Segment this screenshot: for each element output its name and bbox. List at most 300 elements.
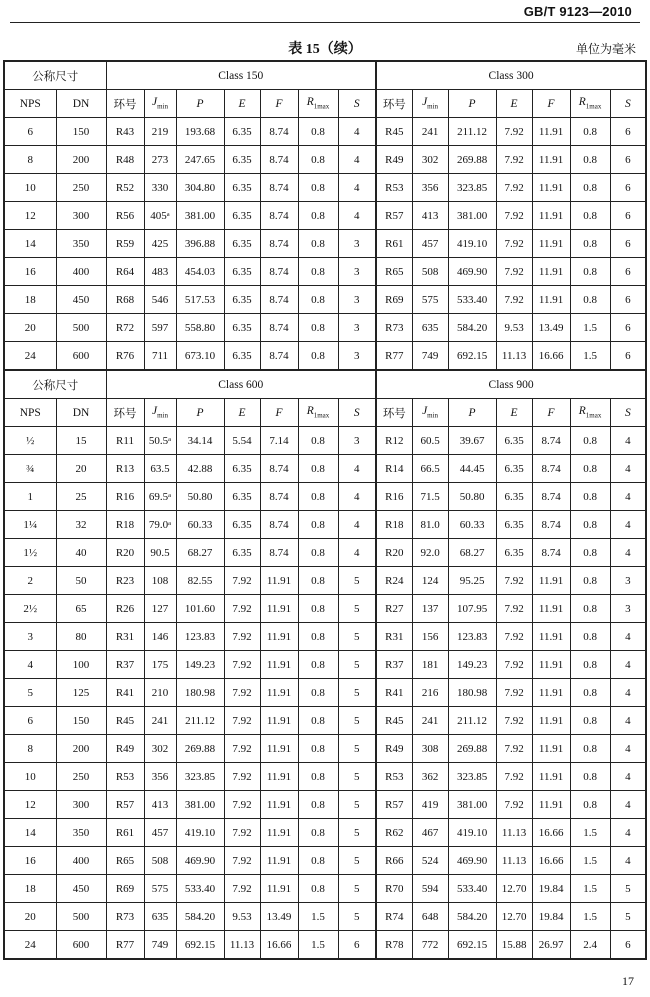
- table-row: [4, 483, 646, 511]
- left-r-cell: 1.5: [298, 903, 338, 931]
- right-r-header: [570, 90, 610, 118]
- right-e-cell: 7.92: [496, 623, 532, 651]
- right-s-cell: 4: [610, 819, 646, 847]
- header-text: J: [422, 96, 428, 109]
- right-r-cell: 0.8: [570, 455, 610, 483]
- left-ring-cell: R23: [106, 567, 144, 595]
- table-title: 表 15（续）: [288, 42, 362, 57]
- right-j-cell: 467: [412, 819, 448, 847]
- right-p-cell: 533.40: [448, 875, 496, 903]
- right-e-cell: 11.13: [496, 819, 532, 847]
- left-f-cell: 8.74: [260, 118, 298, 146]
- right-j-cell: 648: [412, 903, 448, 931]
- left-e-cell: 7.92: [224, 623, 260, 651]
- left-e-cell: 7.92: [224, 875, 260, 903]
- left-s-cell: 4: [338, 511, 376, 539]
- right-e-cell: 6.35: [496, 483, 532, 511]
- left-j-cell: 425: [144, 230, 176, 258]
- left-j-cell: 302: [144, 735, 176, 763]
- left-ring-cell: R31: [106, 623, 144, 651]
- left-j-cell: 273: [144, 146, 176, 174]
- left-f-cell: 11.91: [260, 763, 298, 791]
- table-row: [4, 511, 646, 539]
- left-p-cell: 304.80: [176, 174, 224, 202]
- left-f-cell: 11.91: [260, 595, 298, 623]
- left-r-cell: 0.8: [298, 230, 338, 258]
- nps-cell: ¾: [4, 455, 56, 483]
- right-class-header: Class 900: [376, 370, 646, 399]
- left-ring-cell: R72: [106, 314, 144, 342]
- table-row: [4, 342, 646, 371]
- right-f-cell: 19.84: [532, 875, 570, 903]
- right-r-cell: 1.5: [570, 847, 610, 875]
- dn-cell: 200: [56, 735, 106, 763]
- left-r-cell: 0.8: [298, 735, 338, 763]
- left-e-cell: 7.92: [224, 595, 260, 623]
- left-ring-cell: R77: [106, 931, 144, 960]
- right-ring-cell: R37: [376, 651, 412, 679]
- right-s-cell: 4: [610, 623, 646, 651]
- table-row: [4, 903, 646, 931]
- left-e-cell: 6.35: [224, 202, 260, 230]
- left-e-header: E: [224, 399, 260, 427]
- right-f-cell: 11.91: [532, 567, 570, 595]
- left-r-cell: 0.8: [298, 623, 338, 651]
- left-r-cell: 0.8: [298, 679, 338, 707]
- left-r-cell: 0.8: [298, 483, 338, 511]
- right-r-cell: 1.5: [570, 903, 610, 931]
- left-f-cell: 8.74: [260, 146, 298, 174]
- left-f-header: F: [260, 90, 298, 118]
- right-r-cell: 1.5: [570, 875, 610, 903]
- dn-header: DN: [56, 399, 106, 427]
- subscript: 1max: [313, 102, 330, 111]
- right-r-cell: 1.5: [570, 314, 610, 342]
- right-e-cell: 7.92: [496, 735, 532, 763]
- right-p-cell: 323.85: [448, 174, 496, 202]
- left-r-cell: 0.8: [298, 286, 338, 314]
- left-j-cell: 63.5: [144, 455, 176, 483]
- left-e-cell: 7.92: [224, 567, 260, 595]
- left-s-cell: 5: [338, 763, 376, 791]
- right-p-cell: 211.12: [448, 707, 496, 735]
- right-p-cell: 68.27: [448, 539, 496, 567]
- right-r-cell: 0.8: [570, 623, 610, 651]
- left-s-cell: 6: [338, 931, 376, 960]
- nps-cell: 16: [4, 258, 56, 286]
- left-f-cell: 8.74: [260, 230, 298, 258]
- right-e-cell: 7.92: [496, 763, 532, 791]
- right-ring-header: 环号: [376, 399, 412, 427]
- left-s-header: S: [338, 90, 376, 118]
- left-ring-cell: R37: [106, 651, 144, 679]
- dn-cell: 400: [56, 847, 106, 875]
- nps-cell: 2: [4, 567, 56, 595]
- nps-cell: 2½: [4, 595, 56, 623]
- right-r-cell: 0.8: [570, 427, 610, 455]
- right-r-cell: 0.8: [570, 202, 610, 230]
- right-j-cell: 413: [412, 202, 448, 230]
- left-r-cell: 1.5: [298, 931, 338, 960]
- right-p-cell: 584.20: [448, 314, 496, 342]
- left-ring-cell: R69: [106, 875, 144, 903]
- table-row: [4, 707, 646, 735]
- right-f-cell: 11.91: [532, 707, 570, 735]
- left-s-cell: 3: [338, 258, 376, 286]
- right-r-cell: 0.8: [570, 230, 610, 258]
- right-ring-cell: R31: [376, 623, 412, 651]
- right-j-cell: 137: [412, 595, 448, 623]
- right-r-cell: 0.8: [570, 539, 610, 567]
- right-j-cell: 594: [412, 875, 448, 903]
- right-s-cell: 6: [610, 931, 646, 960]
- right-ring-cell: R12: [376, 427, 412, 455]
- right-ring-cell: R78: [376, 931, 412, 960]
- left-r-cell: 0.8: [298, 342, 338, 371]
- left-r-cell: 0.8: [298, 455, 338, 483]
- left-ring-cell: R68: [106, 286, 144, 314]
- right-s-cell: 4: [610, 847, 646, 875]
- right-ring-cell: R66: [376, 847, 412, 875]
- right-s-cell: 4: [610, 735, 646, 763]
- right-f-cell: 11.91: [532, 679, 570, 707]
- left-r-cell: 0.8: [298, 202, 338, 230]
- right-ring-cell: R77: [376, 342, 412, 371]
- right-e-cell: 11.13: [496, 847, 532, 875]
- nps-cell: 20: [4, 903, 56, 931]
- right-p-cell: 180.98: [448, 679, 496, 707]
- left-j-cell: 79.0ᵃ: [144, 511, 176, 539]
- right-j-cell: 216: [412, 679, 448, 707]
- right-e-cell: 6.35: [496, 539, 532, 567]
- right-j-cell: 241: [412, 707, 448, 735]
- left-j-header: [144, 399, 176, 427]
- right-p-cell: 419.10: [448, 819, 496, 847]
- left-ring-cell: R13: [106, 455, 144, 483]
- dn-cell: 250: [56, 763, 106, 791]
- left-r-cell: 0.8: [298, 174, 338, 202]
- right-p-cell: 692.15: [448, 342, 496, 371]
- page-number: 17: [622, 974, 634, 988]
- left-f-cell: 11.91: [260, 875, 298, 903]
- left-j-cell: 356: [144, 763, 176, 791]
- left-e-cell: 7.92: [224, 763, 260, 791]
- table-row: [4, 258, 646, 286]
- right-f-header: F: [532, 399, 570, 427]
- right-s-cell: 6: [610, 258, 646, 286]
- left-f-cell: 13.49: [260, 903, 298, 931]
- right-s-cell: 4: [610, 511, 646, 539]
- left-r-cell: 0.8: [298, 539, 338, 567]
- dn-cell: 150: [56, 118, 106, 146]
- right-s-cell: 6: [610, 230, 646, 258]
- left-ring-cell: R53: [106, 763, 144, 791]
- right-s-cell: 6: [610, 342, 646, 371]
- right-j-cell: 419: [412, 791, 448, 819]
- left-s-cell: 5: [338, 651, 376, 679]
- right-e-cell: 12.70: [496, 875, 532, 903]
- left-p-cell: 469.90: [176, 847, 224, 875]
- right-j-cell: 524: [412, 847, 448, 875]
- right-p-cell: 60.33: [448, 511, 496, 539]
- right-ring-cell: R53: [376, 763, 412, 791]
- nps-cell: 6: [4, 707, 56, 735]
- table-row: [4, 314, 646, 342]
- left-s-cell: 5: [338, 595, 376, 623]
- table-row: [4, 146, 646, 174]
- table-row: [4, 455, 646, 483]
- right-r-cell: 0.8: [570, 567, 610, 595]
- right-s-cell: 6: [610, 202, 646, 230]
- left-j-cell: 405ᵃ: [144, 202, 176, 230]
- left-f-cell: 11.91: [260, 847, 298, 875]
- nps-cell: 10: [4, 763, 56, 791]
- right-e-cell: 15.88: [496, 931, 532, 960]
- subscript: 1max: [585, 102, 602, 111]
- left-s-cell: 5: [338, 623, 376, 651]
- left-p-cell: 123.83: [176, 623, 224, 651]
- dn-cell: 15: [56, 427, 106, 455]
- right-r-cell: 0.8: [570, 483, 610, 511]
- table-row: [4, 286, 646, 314]
- left-j-cell: 635: [144, 903, 176, 931]
- right-ring-cell: R16: [376, 483, 412, 511]
- left-j-cell: 508: [144, 847, 176, 875]
- left-s-cell: 4: [338, 202, 376, 230]
- header-text: J: [152, 96, 158, 109]
- left-p-cell: 149.23: [176, 651, 224, 679]
- table-row: [4, 651, 646, 679]
- left-p-cell: 50.80: [176, 483, 224, 511]
- left-ring-cell: R76: [106, 342, 144, 371]
- table-row: [4, 931, 646, 960]
- left-f-cell: 8.74: [260, 286, 298, 314]
- dn-cell: 500: [56, 314, 106, 342]
- left-f-cell: 8.74: [260, 455, 298, 483]
- left-ring-cell: R52: [106, 174, 144, 202]
- left-ring-cell: R20: [106, 539, 144, 567]
- left-j-cell: 210: [144, 679, 176, 707]
- left-r-cell: 0.8: [298, 791, 338, 819]
- left-j-cell: 241: [144, 707, 176, 735]
- right-j-cell: 457: [412, 230, 448, 258]
- right-r-cell: 0.8: [570, 174, 610, 202]
- table-row: [4, 567, 646, 595]
- left-e-cell: 6.35: [224, 118, 260, 146]
- right-j-cell: 772: [412, 931, 448, 960]
- right-f-cell: 11.91: [532, 735, 570, 763]
- right-p-cell: 469.90: [448, 258, 496, 286]
- table-row: [4, 174, 646, 202]
- right-s-cell: 4: [610, 483, 646, 511]
- dn-cell: 300: [56, 202, 106, 230]
- left-f-cell: 11.91: [260, 707, 298, 735]
- left-p-cell: 454.03: [176, 258, 224, 286]
- nps-cell: 18: [4, 286, 56, 314]
- left-r-cell: 0.8: [298, 314, 338, 342]
- left-r-cell: 0.8: [298, 763, 338, 791]
- left-f-cell: 11.91: [260, 819, 298, 847]
- dn-cell: 32: [56, 511, 106, 539]
- right-s-cell: 4: [610, 791, 646, 819]
- right-e-header: E: [496, 399, 532, 427]
- left-p-cell: 673.10: [176, 342, 224, 371]
- left-ring-cell: R73: [106, 903, 144, 931]
- left-e-cell: 7.92: [224, 735, 260, 763]
- left-f-cell: 7.14: [260, 427, 298, 455]
- right-s-cell: 3: [610, 567, 646, 595]
- table-row: [4, 791, 646, 819]
- right-p-cell: 50.80: [448, 483, 496, 511]
- right-e-cell: 7.92: [496, 118, 532, 146]
- left-s-cell: 4: [338, 146, 376, 174]
- right-ring-cell: R69: [376, 286, 412, 314]
- right-f-cell: 11.91: [532, 595, 570, 623]
- left-s-cell: 5: [338, 875, 376, 903]
- table-row: [4, 847, 646, 875]
- left-p-cell: 68.27: [176, 539, 224, 567]
- left-r-cell: 0.8: [298, 427, 338, 455]
- left-ring-header: 环号: [106, 90, 144, 118]
- right-s-cell: 3: [610, 595, 646, 623]
- header-text: R: [306, 96, 314, 109]
- right-ring-cell: R65: [376, 258, 412, 286]
- right-class-header: Class 300: [376, 61, 646, 90]
- subscript: min: [427, 411, 439, 420]
- right-p-cell: 211.12: [448, 118, 496, 146]
- right-f-cell: 11.91: [532, 258, 570, 286]
- left-e-cell: 7.92: [224, 707, 260, 735]
- header-text: J: [152, 405, 158, 418]
- left-p-cell: 517.53: [176, 286, 224, 314]
- left-p-cell: 60.33: [176, 511, 224, 539]
- right-p-cell: 584.20: [448, 903, 496, 931]
- dn-cell: 500: [56, 903, 106, 931]
- left-e-cell: 11.13: [224, 931, 260, 960]
- right-j-cell: 362: [412, 763, 448, 791]
- right-r-cell: 1.5: [570, 819, 610, 847]
- left-e-cell: 6.35: [224, 483, 260, 511]
- left-s-cell: 5: [338, 679, 376, 707]
- right-j-cell: 124: [412, 567, 448, 595]
- left-e-cell: 6.35: [224, 174, 260, 202]
- dn-cell: 65: [56, 595, 106, 623]
- right-s-cell: 5: [610, 875, 646, 903]
- left-class-header: Class 150: [106, 61, 376, 90]
- nps-cell: 1¼: [4, 511, 56, 539]
- left-e-cell: 6.35: [224, 511, 260, 539]
- left-s-cell: 5: [338, 847, 376, 875]
- left-j-cell: 219: [144, 118, 176, 146]
- dn-cell: 600: [56, 931, 106, 960]
- left-r-header: [298, 90, 338, 118]
- right-ring-cell: R41: [376, 679, 412, 707]
- left-s-cell: 5: [338, 567, 376, 595]
- left-p-cell: 692.15: [176, 931, 224, 960]
- right-s-cell: 6: [610, 146, 646, 174]
- left-e-cell: 6.35: [224, 342, 260, 371]
- left-f-cell: 8.74: [260, 342, 298, 371]
- left-f-cell: 8.74: [260, 511, 298, 539]
- right-p-cell: 381.00: [448, 791, 496, 819]
- right-ring-cell: R27: [376, 595, 412, 623]
- right-e-cell: 6.35: [496, 511, 532, 539]
- left-j-cell: 749: [144, 931, 176, 960]
- left-j-cell: 330: [144, 174, 176, 202]
- left-r-cell: 0.8: [298, 707, 338, 735]
- left-p-cell: 533.40: [176, 875, 224, 903]
- left-ring-cell: R61: [106, 819, 144, 847]
- dn-cell: 25: [56, 483, 106, 511]
- nps-cell: ½: [4, 427, 56, 455]
- left-p-cell: 381.00: [176, 791, 224, 819]
- right-s-header: S: [610, 90, 646, 118]
- right-r-cell: 0.8: [570, 286, 610, 314]
- right-ring-cell: R73: [376, 314, 412, 342]
- right-e-cell: 7.92: [496, 286, 532, 314]
- subscript: min: [427, 102, 439, 111]
- right-ring-cell: R20: [376, 539, 412, 567]
- dn-cell: 50: [56, 567, 106, 595]
- left-r-cell: 0.8: [298, 511, 338, 539]
- nps-cell: 12: [4, 202, 56, 230]
- left-e-cell: 7.92: [224, 819, 260, 847]
- nps-cell: 14: [4, 819, 56, 847]
- right-j-cell: 66.5: [412, 455, 448, 483]
- right-e-cell: 7.92: [496, 174, 532, 202]
- left-f-cell: 16.66: [260, 931, 298, 960]
- left-f-cell: 8.74: [260, 314, 298, 342]
- right-ring-cell: R45: [376, 707, 412, 735]
- left-p-cell: 82.55: [176, 567, 224, 595]
- left-j-cell: 108: [144, 567, 176, 595]
- right-r-cell: 0.8: [570, 735, 610, 763]
- left-j-cell: 597: [144, 314, 176, 342]
- left-f-cell: 11.91: [260, 567, 298, 595]
- nominal-size-header: 公称尺寸: [4, 370, 106, 399]
- left-s-cell: 4: [338, 118, 376, 146]
- right-j-cell: 156: [412, 623, 448, 651]
- right-j-cell: 81.0: [412, 511, 448, 539]
- left-f-cell: 11.91: [260, 735, 298, 763]
- dn-cell: 100: [56, 651, 106, 679]
- left-ring-cell: R48: [106, 146, 144, 174]
- standard-number: GB/T 9123—2010: [523, 4, 632, 19]
- unit-label: 单位为毫米: [575, 42, 636, 56]
- left-s-cell: 4: [338, 539, 376, 567]
- right-p-header: P: [448, 90, 496, 118]
- left-j-cell: 457: [144, 819, 176, 847]
- left-s-cell: 5: [338, 819, 376, 847]
- left-s-cell: 5: [338, 791, 376, 819]
- table-row: [4, 427, 646, 455]
- left-s-cell: 3: [338, 314, 376, 342]
- left-j-header: [144, 90, 176, 118]
- right-f-cell: 11.91: [532, 146, 570, 174]
- right-ring-cell: R61: [376, 230, 412, 258]
- right-j-cell: 92.0: [412, 539, 448, 567]
- dn-cell: 20: [56, 455, 106, 483]
- left-e-cell: 7.92: [224, 791, 260, 819]
- left-r-cell: 0.8: [298, 651, 338, 679]
- right-f-cell: 13.49: [532, 314, 570, 342]
- right-s-cell: 4: [610, 679, 646, 707]
- left-j-cell: 146: [144, 623, 176, 651]
- dn-cell: 300: [56, 791, 106, 819]
- left-e-cell: 9.53: [224, 903, 260, 931]
- dn-cell: 450: [56, 286, 106, 314]
- left-j-cell: 413: [144, 791, 176, 819]
